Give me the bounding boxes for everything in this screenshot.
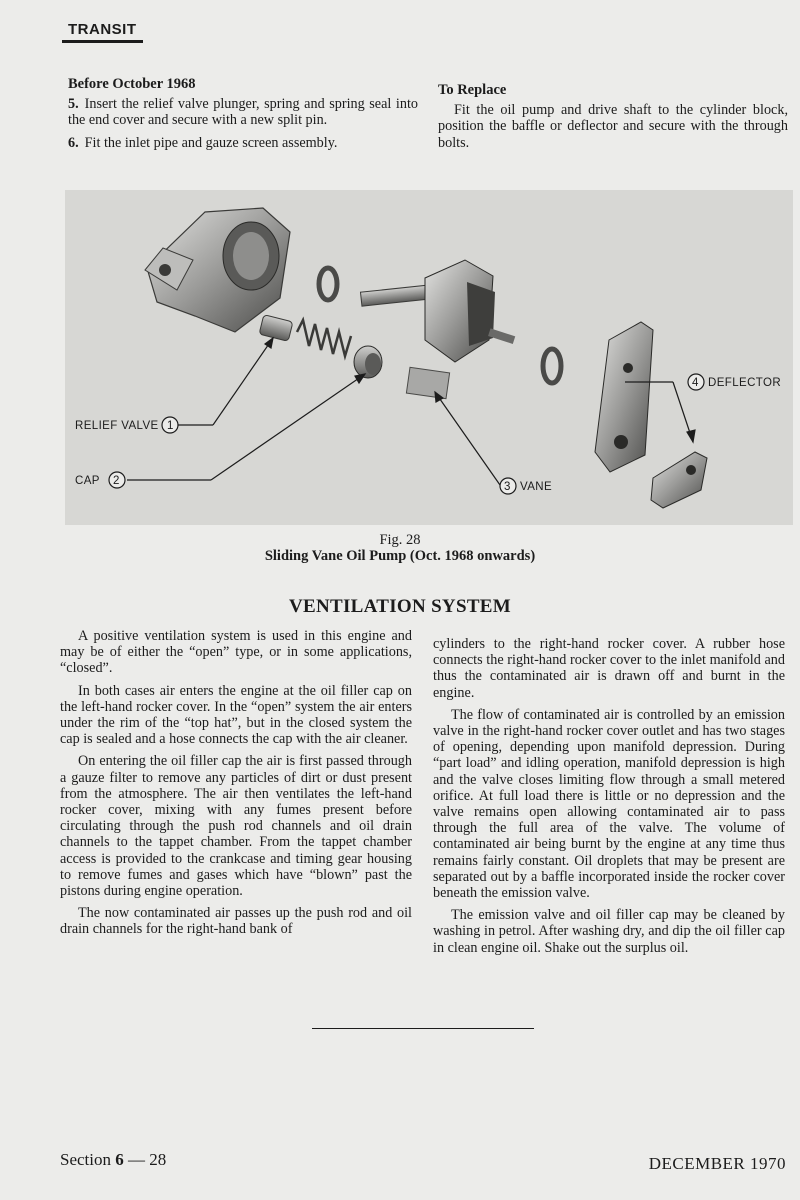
- footer-section-ref: [60, 1150, 166, 1170]
- to-replace-text: Fit the oil pump and drive shaft to the cylinder block, position the baffle or deflector and secure with the through bolts.: [438, 102, 788, 151]
- spring-image: [297, 320, 351, 356]
- paragraph: The now contaminated air passes up the push rod and oil drain channels for the right-hand bank of: [60, 905, 412, 938]
- step-item: [68, 96, 418, 128]
- pump-body-image: [145, 208, 290, 332]
- to-replace-heading: To Replace: [438, 82, 507, 98]
- end-cover-image: [595, 322, 653, 472]
- figure-number: Fig. 28: [379, 532, 421, 548]
- washer-image: [543, 349, 561, 383]
- relief-valve-label: RELIEF VALVE: [75, 420, 159, 432]
- relief-valve-image: [259, 315, 293, 342]
- paragraph: A positive ventilation system is used in this engine and may be of either the “open” type, or in some applications, “closed”.: [60, 628, 412, 677]
- oil-pump-illustration: [65, 190, 793, 525]
- deflector-label: DEFLECTOR: [708, 377, 782, 389]
- paragraph: The emission valve and oil filler cap may be cleaned by washing in petrol. After washing dry, and dip the oil filler cap in clean engine oil. Shake out the surplus oil.: [433, 907, 785, 956]
- figure-title: Sliding Vane Oil Pump (Oct. 1968 onwards): [264, 548, 536, 564]
- cap-image: [354, 346, 382, 378]
- header-tag: TRANSIT: [62, 20, 143, 43]
- paragraph: The flow of contaminated air is controlled by an emission valve in the right-hand rocker cover outlet and has two stages of opening, depending upon manifold depression. During “part load” and idling operation, manifold depression is high and the valve closes limiting flow through a small metered orifice. At full load there is little or no depression and the valve remains open allowing contaminated air to pass through the full area of the valve. The volume of contaminated air being burnt by the engine at any time thus remains fairly constant. Oil droplets that may be present are separated out by a baffle incorporated inside the rocker cover beneath the emission valve.: [433, 706, 785, 902]
- footer-date: DECEMBER 1970: [648, 1154, 786, 1173]
- oil-pump-figure: [65, 190, 793, 525]
- cap-number: 2: [113, 475, 120, 487]
- ventilation-right-column: [433, 636, 785, 962]
- vane-image: [406, 367, 449, 398]
- vane-number: 3: [504, 481, 511, 493]
- section-heading: VENTILATION SYSTEM: [288, 596, 512, 617]
- ventilation-left-column: [60, 628, 412, 944]
- washer-image: [319, 268, 337, 300]
- deflector-image: [651, 452, 707, 508]
- step-number: 5.: [68, 96, 79, 113]
- drive-shaft-rotor-image: [360, 260, 515, 362]
- step-number: 6.: [68, 134, 79, 151]
- footer-section-number: 6: [115, 1150, 124, 1169]
- to-replace-section: [438, 82, 788, 157]
- step-text: Insert the relief valve plunger, spring and spring seal into the end cover and secure with a new split pin.: [68, 96, 418, 129]
- paragraph: On entering the oil filler cap the air is first passed through a gauze filter to remove any particles of dirt or dust present from the atmosphere. The air then ventilates the left-hand rocker cover, mixing with any fumes present before circulating through the push rod channels and oil drain channels to the tappet chamber. From the tappet chamber access is provided to the crankcase and timing gear housing to remove fumes and gases which have “blown” past the pistons during engine operation.: [60, 753, 412, 900]
- relief-valve-number: 1: [167, 420, 174, 432]
- paragraph: In both cases air enters the engine at the oil filler cap on the left-hand rocker cover. In the “open” system the air enters under the rim of the “top hat”, but in the closed system the cap is sealed and a hose connects the cap with the air cleaner.: [60, 682, 412, 748]
- footer-page-number: — 28: [128, 1150, 167, 1169]
- cap-label: CAP: [75, 475, 100, 487]
- vane-label: VANE: [520, 481, 553, 493]
- before-1968-heading: Before October 1968: [68, 76, 196, 92]
- before-1968-steps: [68, 76, 418, 157]
- step-item: [68, 135, 418, 151]
- deflector-number: 4: [692, 377, 699, 389]
- step-text: Fit the inlet pipe and gauze screen assembly.: [84, 134, 338, 151]
- paragraph: cylinders to the right-hand rocker cover. A rubber hose connects the right-hand rocker cover to the inlet manifold and thus the contaminated air is drawn off and burnt in the engine.: [433, 636, 785, 701]
- divider-rule: [312, 1028, 534, 1029]
- footer-section-prefix: Section: [60, 1150, 111, 1169]
